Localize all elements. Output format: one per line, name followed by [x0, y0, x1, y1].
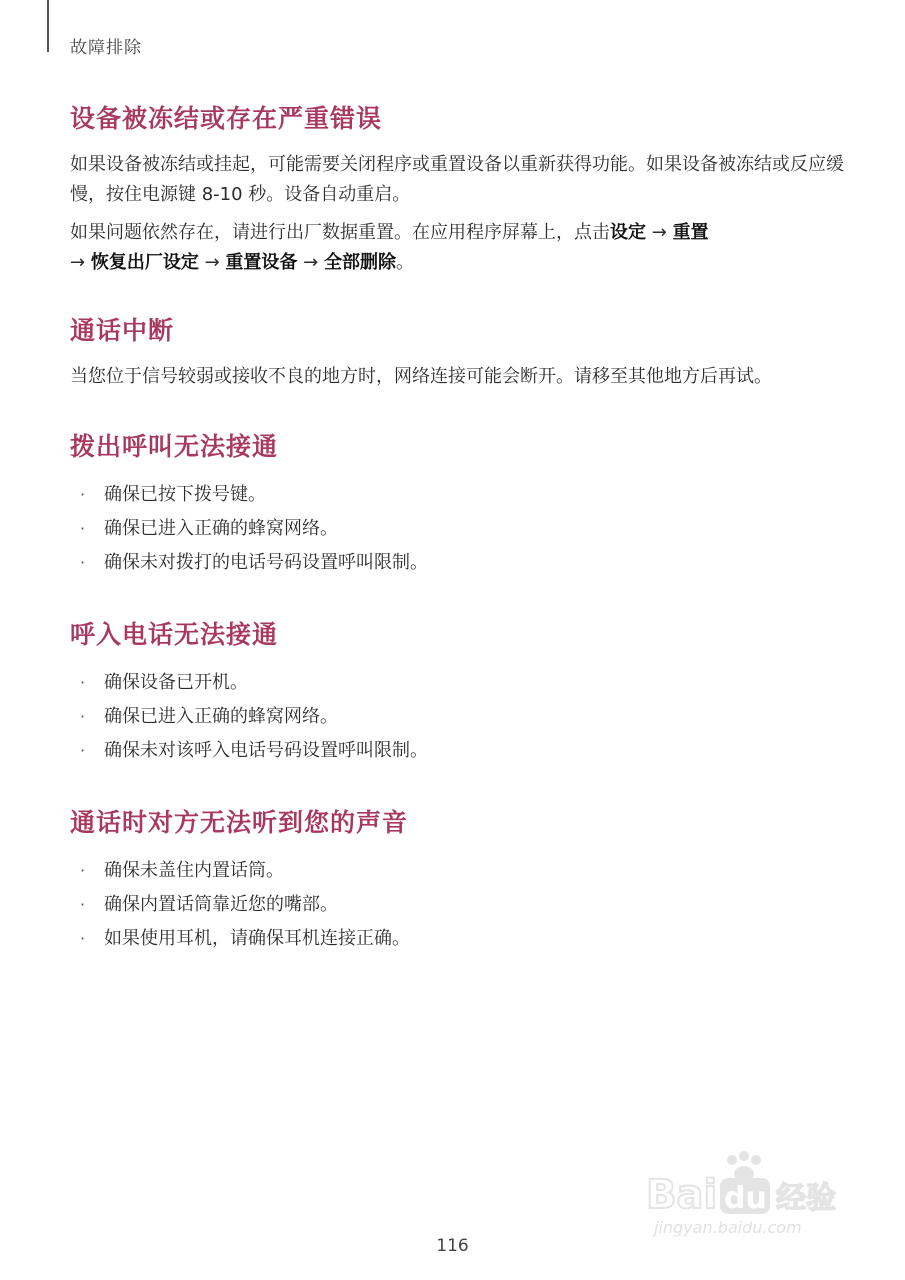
reset-instructions	[70, 218, 845, 278]
list-item-text: 确保未对该呼入电话号码设置呼叫限制。	[104, 740, 428, 761]
section-title: 拨出呼叫无法接通	[70, 432, 279, 461]
svg-text:du: du	[724, 1181, 767, 1216]
list-item	[70, 666, 845, 700]
bullet-icon: ·	[80, 741, 86, 760]
section-title: 设备被冻结或存在严重错误	[70, 104, 383, 133]
section-frozen-device	[70, 100, 845, 278]
bullet-icon: ·	[80, 519, 86, 538]
chapter-label: 故障排除	[70, 38, 142, 58]
reset-suffix: 。	[395, 252, 414, 273]
svg-text:Bai: Bai	[646, 1172, 718, 1218]
page-content	[70, 100, 845, 992]
bullet-icon: ·	[80, 485, 86, 504]
list-item-text: 确保已进入正确的蜂窝网络。	[104, 518, 338, 539]
section-title: 通话中断	[70, 316, 175, 345]
bullet-icon: ·	[80, 861, 86, 880]
menu-path-item: 设定	[610, 222, 646, 243]
bullet-icon: ·	[80, 929, 86, 948]
bullet-icon: ·	[80, 707, 86, 726]
section-call-dropped	[70, 312, 845, 392]
arrow-icon: →	[70, 252, 86, 273]
bullet-list	[70, 854, 845, 956]
bullet-icon: ·	[80, 895, 86, 914]
list-item-text: 确保设备已开机。	[104, 672, 248, 693]
bullet-icon: ·	[80, 673, 86, 692]
list-item	[70, 854, 845, 888]
reset-prefix: 如果问题依然存在，请进行出厂数据重置。在应用程序屏幕上，点击	[70, 222, 610, 243]
list-item-text: 确保未对拨打的电话号码设置呼叫限制。	[104, 552, 428, 573]
menu-path-item: 全部删除	[323, 252, 396, 273]
watermark-url: jingyan.baidu.com	[654, 1218, 802, 1237]
baidu-watermark	[640, 1150, 860, 1245]
list-item-text: 确保已按下拨号键。	[104, 484, 266, 505]
list-item	[70, 888, 845, 922]
list-item	[70, 922, 845, 956]
section-title: 呼入电话无法接通	[70, 620, 279, 649]
menu-path-item: 重置	[672, 222, 709, 243]
list-item	[70, 734, 845, 768]
section-voice-not-heard	[70, 804, 845, 956]
svg-text:经验: 经验	[776, 1181, 836, 1216]
arrow-icon: →	[204, 252, 220, 273]
list-item-text: 确保内置话筒靠近您的嘴部。	[104, 894, 338, 915]
section-title: 通话时对方无法听到您的声音	[70, 808, 409, 837]
list-item	[70, 478, 845, 512]
header-rule	[47, 0, 49, 52]
page-number: 116	[436, 1236, 469, 1256]
section-outgoing-calls	[70, 428, 845, 580]
arrow-icon: →	[303, 252, 319, 273]
section-incoming-calls	[70, 616, 845, 768]
menu-path-item: 重置设备	[225, 252, 298, 273]
bullet-icon: ·	[80, 553, 86, 572]
menu-path-item: 恢复出厂设定	[90, 252, 199, 273]
arrow-icon: →	[651, 222, 667, 243]
list-item	[70, 512, 845, 546]
list-item	[70, 546, 845, 580]
paragraph: 如果设备被冻结或挂起，可能需要关闭程序或重置设备以重新获得功能。如果设备被冻结或反应缓慢，按住电源键 8-10 秒。设备自动重启。	[70, 154, 844, 205]
list-item	[70, 700, 845, 734]
baidu-logo-icon	[640, 1150, 860, 1220]
list-item-text: 确保未盖住内置话筒。	[104, 860, 284, 881]
bullet-list	[70, 478, 845, 580]
list-item-text: 确保已进入正确的蜂窝网络。	[104, 706, 338, 727]
bullet-list	[70, 666, 845, 768]
paragraph: 当您位于信号较弱或接收不良的地方时，网络连接可能会断开。请移至其他地方后再试。	[70, 366, 772, 387]
list-item-text: 如果使用耳机，请确保耳机连接正确。	[104, 928, 410, 949]
